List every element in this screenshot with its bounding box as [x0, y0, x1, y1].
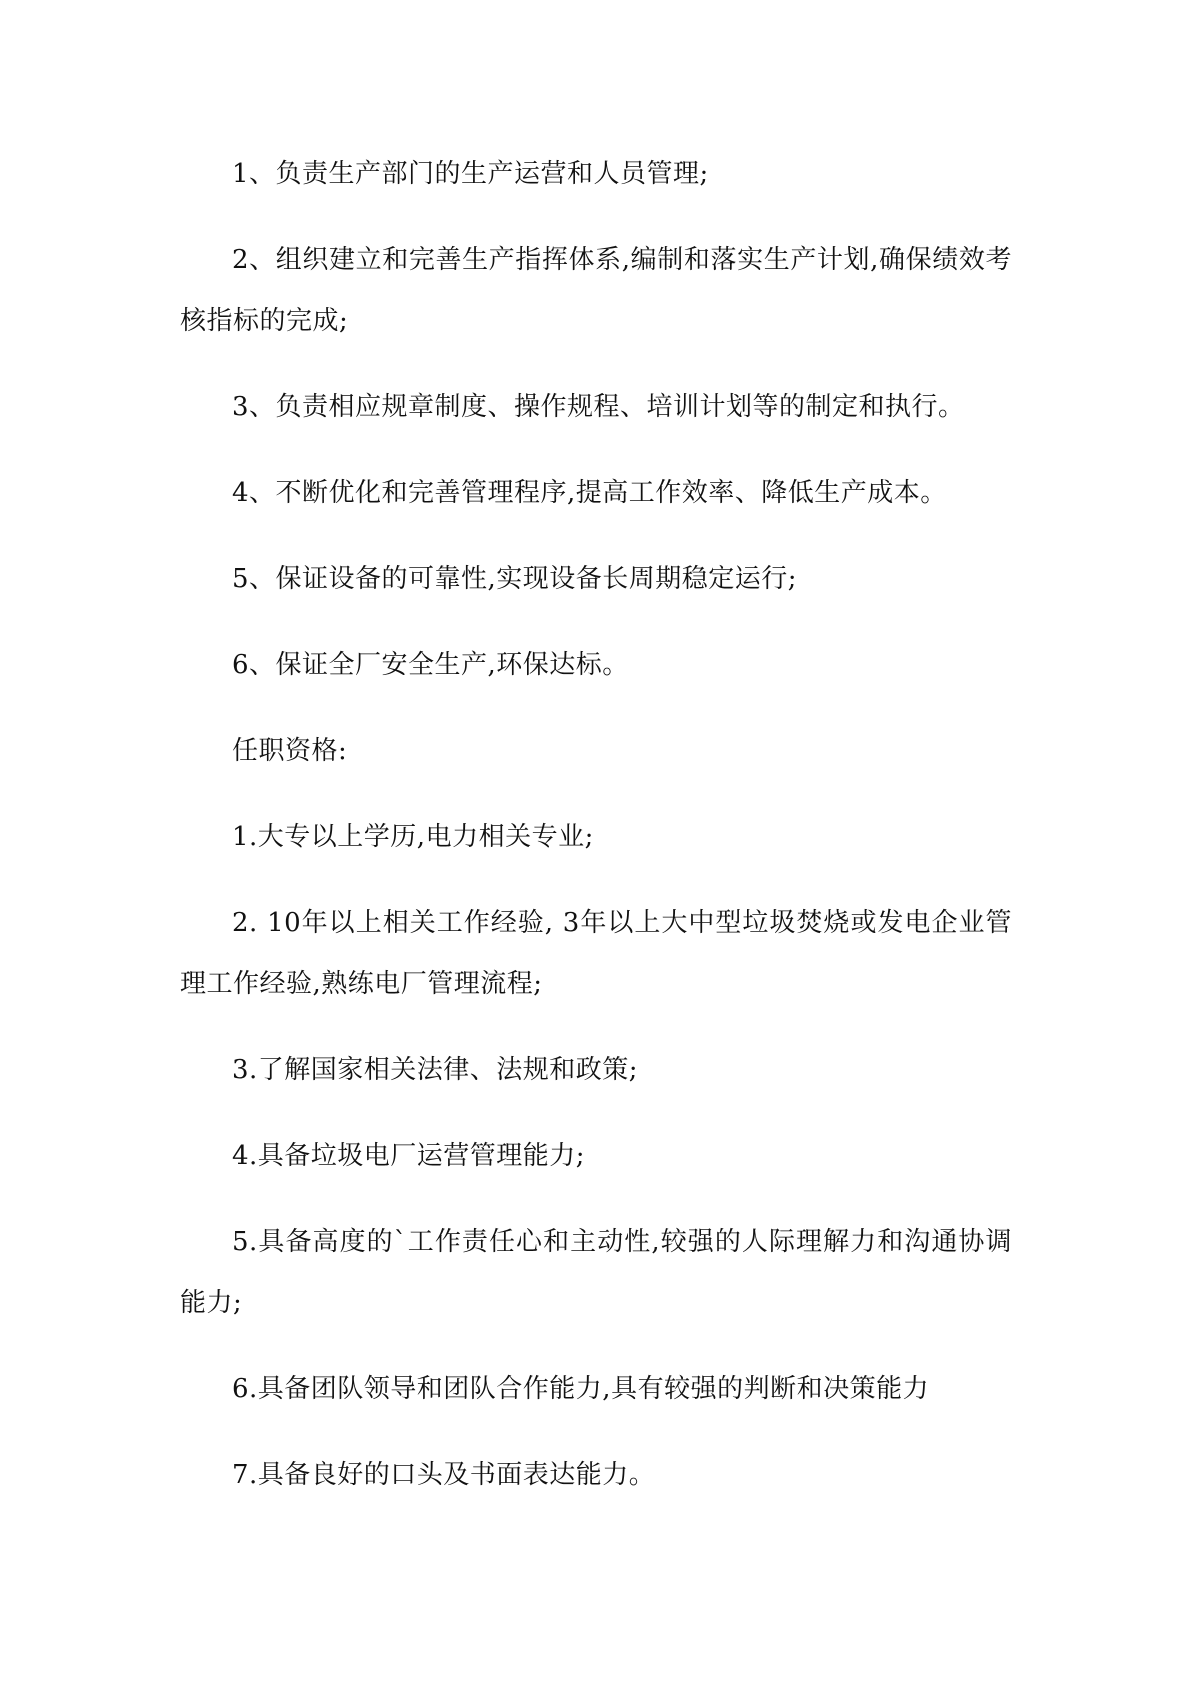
- qualifications-heading: 任职资格:: [232, 736, 348, 766]
- duty-item-3: 3、负责相应规章制度、操作规程、培训计划等的制定和执行。: [232, 392, 965, 422]
- qualification-item-5: 5.具备高度的`工作责任心和主动性,较强的人际理解力和沟通协调能力;: [180, 1227, 1012, 1318]
- qualification-item-3: 3.了解国家相关法律、法规和政策;: [232, 1055, 639, 1085]
- qualification-item-2: 2. 10年以上相关工作经验, 3年以上大中型垃圾焚烧或发电企业管理工作经验,熟练电厂管理流程;: [180, 908, 1012, 999]
- qualification-item-1: 1.大专以上学历,电力相关专业;: [232, 822, 594, 852]
- duty-item-2: 2、组织建立和完善生产指挥体系,编制和落实生产计划,确保绩效考核指标的完成;: [180, 245, 1012, 336]
- qualification-item-4: 4.具备垃圾电厂运营管理能力;: [232, 1141, 586, 1171]
- qualification-item-7: 7.具备良好的口头及书面表达能力。: [232, 1460, 656, 1490]
- qualification-item-6: 6.具备团队领导和团队合作能力,具有较强的判断和决策能力: [232, 1374, 930, 1404]
- duty-item-6: 6、保证全厂安全生产,环保达标。: [232, 650, 629, 680]
- duty-item-1: 1、负责生产部门的生产运营和人员管理;: [232, 159, 709, 189]
- document-body: [180, 144, 1012, 1531]
- duty-item-4: 4、不断优化和完善管理程序,提高工作效率、降低生产成本。: [232, 478, 947, 508]
- duty-item-5: 5、保证设备的可靠性,实现设备长周期稳定运行;: [232, 564, 798, 594]
